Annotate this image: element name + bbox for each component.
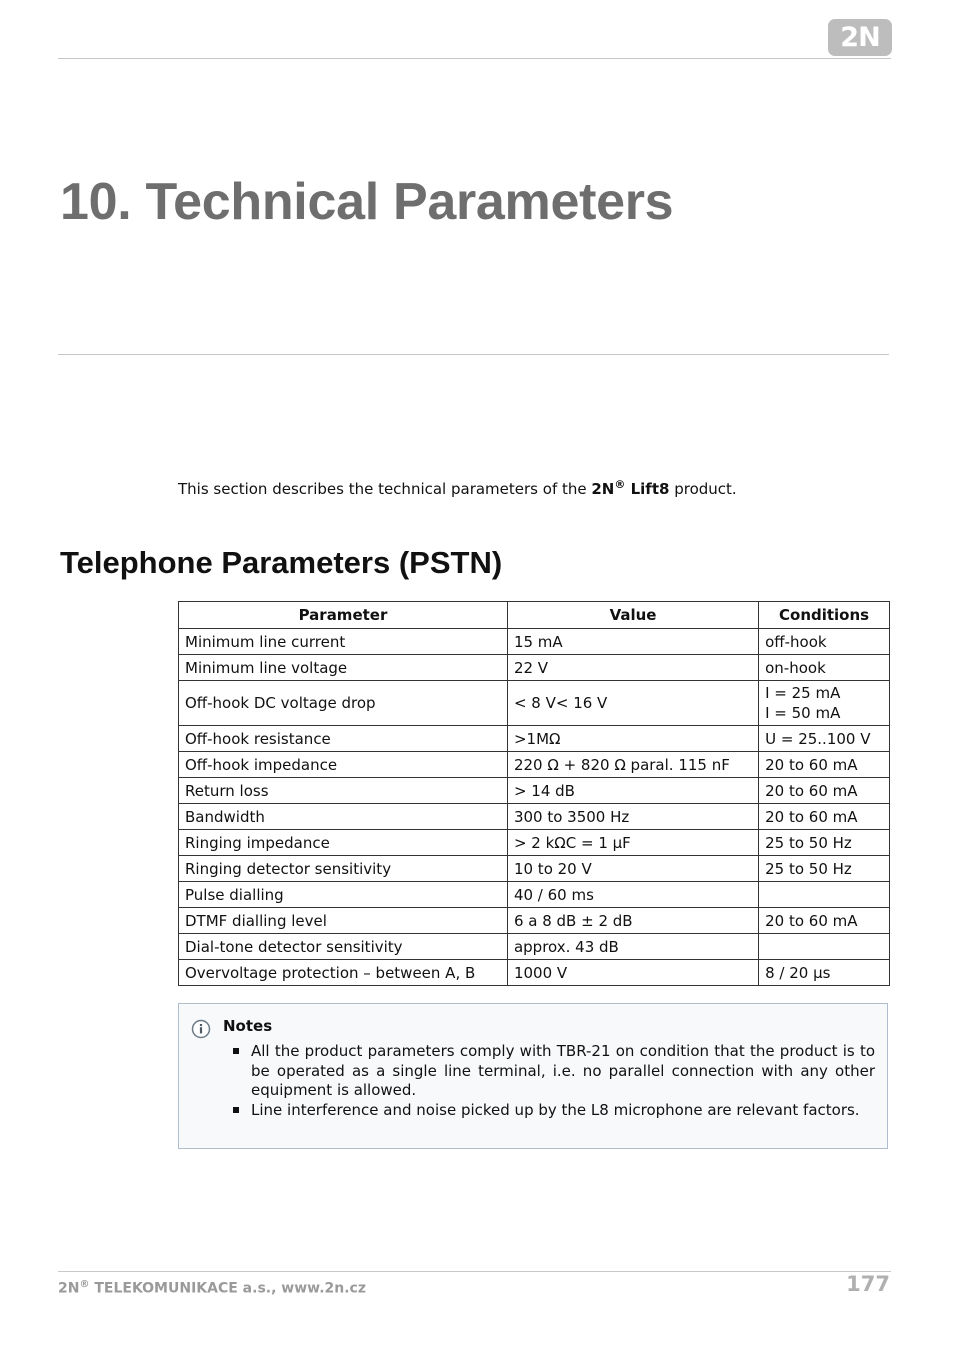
column-header-value: Value [507,602,758,629]
value-cell: 40 / 60 ms [507,882,758,908]
conditions-cell: off-hook [759,629,890,655]
value-cell: > 2 kΩC = 1 μF [507,830,758,856]
table-row [179,778,890,804]
value-cell: 22 V [507,655,758,681]
conditions-cell: 20 to 60 mA [759,804,890,830]
conditions-cell [759,882,890,908]
column-header-conditions: Conditions [759,602,890,629]
conditions-cell [759,934,890,960]
note-item: All the product parameters comply with TBR-21 on condition that the product is to be operated as a single line terminal, i.e. no parallel connection with any other equipment is allowed. [251,1042,875,1099]
2n-logo: 2N [828,19,892,56]
value-cell: < 8 V< 16 V [507,681,758,726]
value-cell: 6 a 8 dB ± 2 dB [507,908,758,934]
conditions-cell: I = 25 mA I = 50 mA [759,681,890,726]
parameter-cell: Off-hook DC voltage drop [179,681,508,726]
value-cell: 10 to 20 V [507,856,758,882]
parameter-cell: Overvoltage protection – between A, B [179,960,508,986]
table-row [179,960,890,986]
parameter-cell: Off-hook impedance [179,752,508,778]
conditions-cell: 8 / 20 μs [759,960,890,986]
conditions-cell: 25 to 50 Hz [759,856,890,882]
table-row [179,655,890,681]
parameter-cell: Ringing detector sensitivity [179,856,508,882]
value-cell: approx. 43 dB [507,934,758,960]
table-row [179,830,890,856]
info-icon [191,1019,211,1039]
parameter-cell: Bandwidth [179,804,508,830]
chapter-divider [58,354,889,355]
notes-list [251,1042,875,1120]
conditions-cell: 20 to 60 mA [759,908,890,934]
section-title: Telephone Parameters (PSTN) [60,545,503,580]
table-row [179,726,890,752]
page-number: 177 [846,1272,890,1296]
notes-title: Notes [223,1017,273,1035]
table-row [179,856,890,882]
conditions-cell: on-hook [759,655,890,681]
table-row [179,934,890,960]
value-cell: 1000 V [507,960,758,986]
conditions-cell: 20 to 60 mA [759,752,890,778]
parameter-cell: Minimum line voltage [179,655,508,681]
column-header-parameter: Parameter [179,602,508,629]
intro-text: This section describes the technical parameters of the 2N® Lift8 product. [178,478,737,498]
table-row [179,882,890,908]
value-cell: 220 Ω + 820 Ω paral. 115 nF [507,752,758,778]
conditions-cell: 20 to 60 mA [759,778,890,804]
parameter-cell: Off-hook resistance [179,726,508,752]
value-cell: >1MΩ [507,726,758,752]
brand-name: 2N [591,480,615,498]
parameter-cell: Ringing impedance [179,830,508,856]
footer-rule [58,1271,891,1272]
table-row [179,908,890,934]
parameter-cell: Dial-tone detector sensitivity [179,934,508,960]
note-item: Line interference and noise picked up by the L8 microphone are relevant factors. [251,1101,875,1121]
parameter-cell: DTMF dialling level [179,908,508,934]
conditions-cell: U = 25..100 V [759,726,890,752]
value-cell: 15 mA [507,629,758,655]
header-rule [58,58,891,59]
parameter-cell: Return loss [179,778,508,804]
chapter-title: 10. Technical Parameters [60,173,674,231]
product-name: Lift8 [630,480,670,498]
value-cell: 300 to 3500 Hz [507,804,758,830]
table-row [179,804,890,830]
conditions-cell: 25 to 50 Hz [759,830,890,856]
table-header-row [179,602,890,629]
parameter-cell: Pulse dialling [179,882,508,908]
table-row [179,681,890,726]
table-row [179,629,890,655]
notes-panel [178,1003,888,1149]
parameter-cell: Minimum line current [179,629,508,655]
footer-company: 2N® TELEKOMUNIKACE a.s., www.2n.cz [58,1279,366,1297]
parameters-table [178,601,890,986]
value-cell: > 14 dB [507,778,758,804]
table-row [179,752,890,778]
